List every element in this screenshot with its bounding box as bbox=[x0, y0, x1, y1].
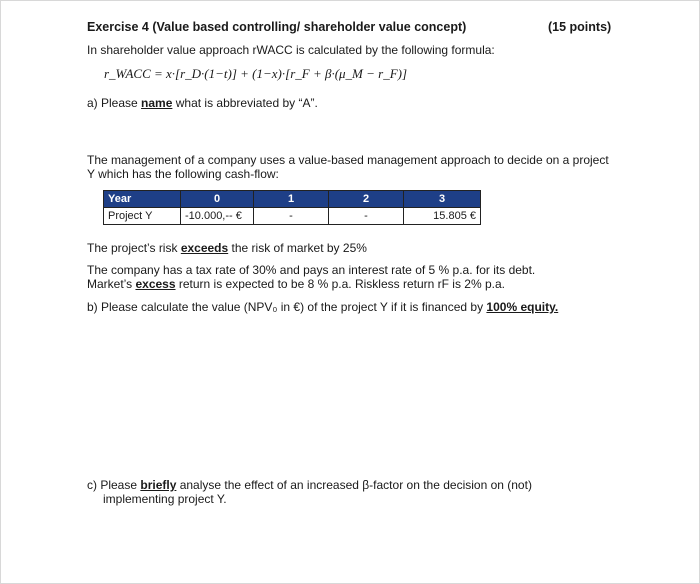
question-a bbox=[87, 96, 318, 110]
wacc-formula: r_WACC = x·[r_D·(1−t)] + (1−x)·[r_F + β·(μ_M − r_F)] bbox=[104, 66, 408, 81]
question-c-line-1 bbox=[87, 478, 617, 492]
header-year-3: 3 bbox=[404, 191, 481, 208]
question-b-emphasis: 100% equity. bbox=[486, 300, 559, 314]
risk-emphasis: exceeds bbox=[180, 241, 229, 255]
exercise-title: Exercise 4 (Value based controlling/ shareholder value concept) bbox=[87, 20, 467, 34]
cashflow-table bbox=[103, 190, 481, 225]
question-c-line-2: implementing project Y. bbox=[103, 492, 227, 506]
rates-line-2-suffix: return is expected to be 8 % p.a. Riskless return rF is 2% p.a. bbox=[175, 277, 505, 291]
cell-year-1: - bbox=[254, 208, 329, 225]
cell-year-2: - bbox=[329, 208, 404, 225]
rates-line-2-prefix: Market’s bbox=[87, 277, 136, 291]
header-year-0: 0 bbox=[181, 191, 254, 208]
table-row bbox=[104, 208, 481, 225]
cell-year-3: 15.805 € bbox=[404, 208, 481, 225]
cell-year-0: -10.000,-- € bbox=[181, 208, 254, 225]
rates-line-1: The company has a tax rate of 30% and pays an interest rate of 5 % p.a. for its debt. bbox=[87, 263, 536, 277]
question-c-prefix: c) Please bbox=[87, 478, 141, 492]
question-b-prefix: b) Please calculate the value (NPV₀ in €) of the project Y if it is financed by bbox=[87, 300, 487, 314]
header-year: Year bbox=[104, 191, 181, 208]
risk-prefix: The project’s risk bbox=[87, 241, 181, 255]
intro-text: In shareholder value approach rWACC is calculated by the following formula: bbox=[87, 43, 495, 57]
row-label: Project Y bbox=[104, 208, 181, 225]
question-c bbox=[87, 478, 617, 506]
question-c-emphasis: briefly bbox=[140, 478, 177, 492]
cashflow-intro: The management of a company uses a value-based management approach to decide on a project Y which has the following cash-flow: bbox=[87, 153, 609, 181]
question-b bbox=[87, 300, 558, 314]
header-year-1: 1 bbox=[254, 191, 329, 208]
question-a-prefix: a) Please bbox=[87, 96, 142, 110]
risk-suffix: the risk of market by 25% bbox=[228, 241, 367, 255]
question-a-emphasis: name bbox=[141, 96, 173, 110]
table-header-row bbox=[104, 191, 481, 208]
rates-paragraph bbox=[87, 263, 617, 291]
header-year-2: 2 bbox=[329, 191, 404, 208]
rates-line-2-emphasis: excess bbox=[135, 277, 176, 291]
question-c-suffix: analyse the effect of an increased β-factor on the decision on (not) bbox=[176, 478, 532, 492]
question-a-suffix: what is abbreviated by “A”. bbox=[172, 96, 318, 110]
points-label: (15 points) bbox=[548, 20, 612, 34]
risk-statement bbox=[87, 241, 367, 255]
rates-line-2 bbox=[87, 277, 617, 291]
